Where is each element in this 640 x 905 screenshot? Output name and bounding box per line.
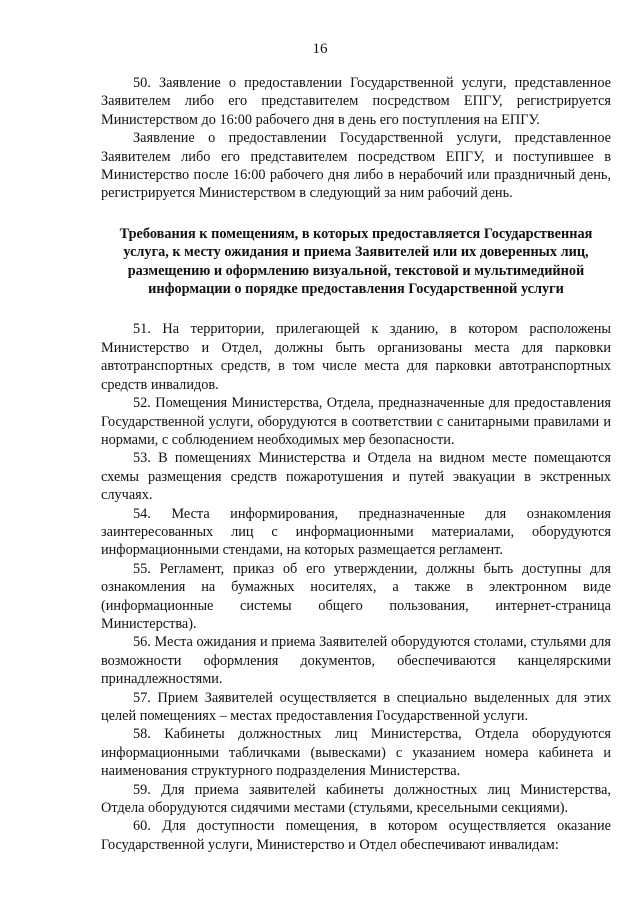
paragraph-59: 59. Для приема заявителей кабинеты должностных лиц Министерства, Отдела оборудуются сидячими местами (стульями, кресельными секциями).: [101, 781, 611, 817]
section-title: Требования к помещениям, в которых предоставляется Государственная услуга, к месту ожидания и приема Заявителей или их доверенных лиц, размещению и оформлению визуальной, текстовой и мультимедийной информации о порядке предоставления Государственной услуги: [119, 225, 593, 298]
paragraph-50: 50. Заявление о предоставлении Государственной услуги, представленное Заявителем либо его представителем посредством ЕПГУ, регистрируется Министерством до 16:00 рабочего дня в день его поступления на ЕПГУ.: [101, 75, 611, 128]
paragraph-53: 53. В помещениях Министерства и Отдела на видном месте помещаются схемы размещения средств пожаротушения и путей эвакуации в экстренных случаях.: [101, 450, 611, 504]
paragraph-52: 52. Помещения Министерства, Отдела, предназначенные для предоставления Государственной услуги, оборудуются в соответствии с санитарными правилами и нормами, с соблюдением необходимых мер безопасности.: [101, 395, 611, 448]
paragraph-50-continued: Заявление о предоставлении Государственной услуги, представленное Заявителем либо его представителем посредством ЕПГУ, и поступившее в Министерство после 16:00 рабочего дня либо в нерабочий или праздничный день, регистрируется Министерством в следующий за ним рабочий день.: [101, 130, 611, 202]
paragraph-54: 54. Места информирования, предназначенные для ознакомления заинтересованных лиц с информационными материалами, оборудуются информационными стендами, на которых размещается регламент.: [101, 505, 611, 559]
paragraph-56: 56. Места ожидания и приема Заявителей оборудуются столами, стульями для возможности оформления документов, обеспечиваются канцелярскими принадлежностями.: [101, 634, 611, 688]
paragraph-51: 51. На территории, прилегающей к зданию, в котором расположены Министерство и Отдел, должны быть организованы места для парковки автотранспортных средств, в том числе места для парковки автотранспортных средств инвалидов.: [101, 321, 611, 393]
paragraph-58: 58. Кабинеты должностных лиц Министерства, Отдела оборудуются информационными табличками (вывесками) с указанием номера кабинета и наименования структурного подразделения Министерства.: [101, 726, 611, 780]
document-body: [101, 74, 611, 854]
paragraph-57: 57. Прием Заявителей осуществляется в специально выделенных для этих целей помещениях – местах предоставления Государственной услуги.: [101, 689, 611, 724]
paragraph-60: 60. Для доступности помещения, в котором осуществляется оказание Государственной услуги, Министерство и Отдел обеспечивают инвалидам:: [101, 818, 611, 853]
paragraph-55: 55. Регламент, приказ об его утверждении, должны быть доступны для ознакомления на бумажных носителях, а также в электронном виде (информационные системы общего пользования, интернет-страница Министерства).: [101, 560, 611, 632]
page-number: 16: [312, 41, 328, 57]
